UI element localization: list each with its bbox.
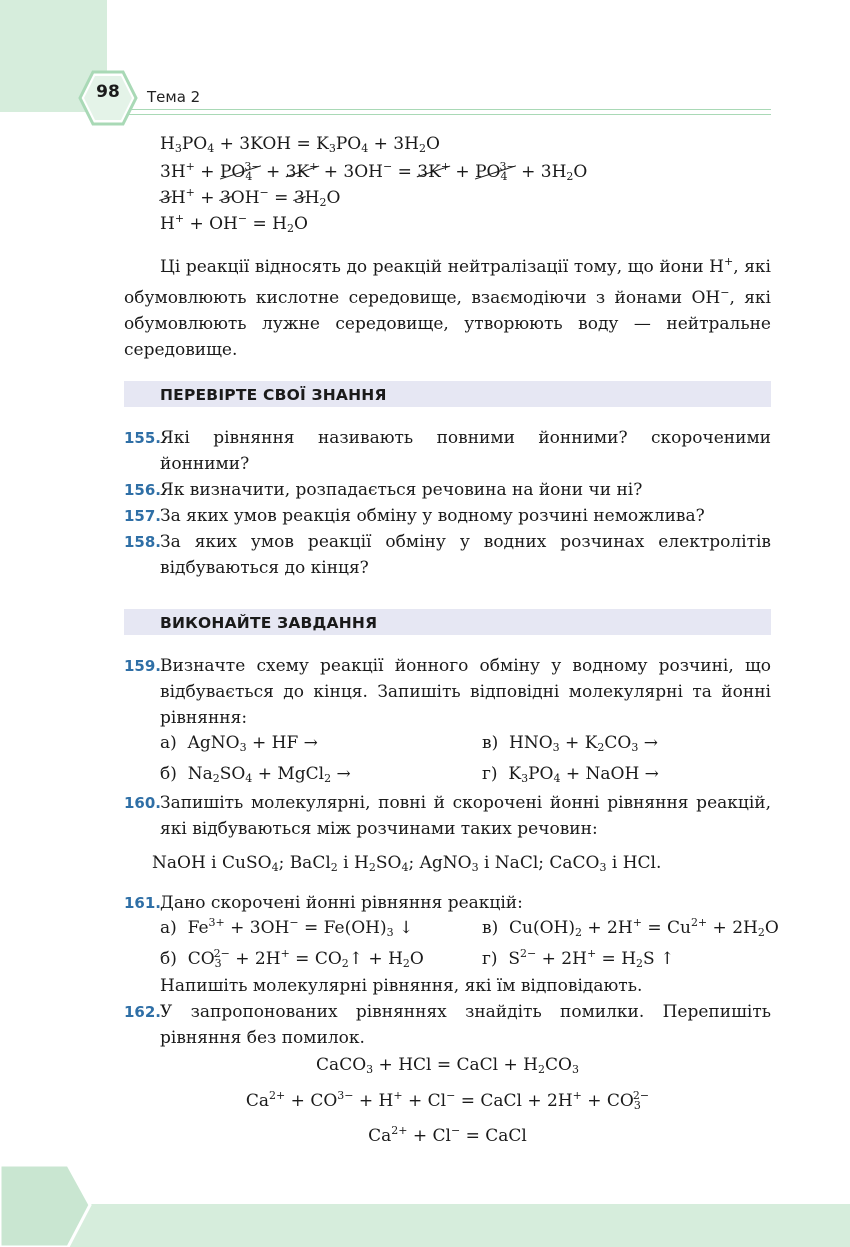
equation-line-1: $H_3PO_4 + 3KOH = K_3PO_4 + 3H_2O$ (160, 134, 440, 155)
option-159-b: б) $Na_2SO_4$ + MgCl$_2$ → (160, 764, 351, 785)
question-number-155: 155. (124, 429, 162, 447)
option-161-g: г) $S^{2-} + 2H^+ = H_2S$ ↑ (482, 947, 675, 970)
header-rule-bottom (115, 114, 771, 115)
option-161-b: б) $CO_3^{2-} + 2H^+$ = $CO_2↑ + H_2O$ (160, 947, 424, 970)
question-number-160: 160. (124, 794, 162, 812)
question-text-159: Визначте схему реакції йонного обміну у водному розчині, що відбувається до кінця. Запишіть відповідні молекулярні та йонні рівняння: (160, 656, 771, 728)
option-159-a: а) AgNO$_3$ + HF → (160, 733, 318, 754)
equation-line-2: $3H^+ + PO_4^{3-} + 3K^+ + 3OH^- = 3K^+ + PO_4^{3-} + 3H_2O$ (160, 160, 588, 183)
question-number-157: 157. (124, 507, 162, 525)
neutralization-paragraph: Ці реакції відносять до реакцій нейтралізації тому, що йони H+, які обумовлюють кислотне середовище, взаємодіючи з йонами OH−, які обумовлюють лужне середовище, утворюють воду — нейтральне середовище. (124, 255, 771, 360)
question-text-161: Дано скорочені йонні рівняння реакцій: (160, 893, 523, 913)
question-text-155: Які рівняння називають повними йонними? скороченими йонними? (160, 428, 771, 474)
option-161-a: а) $Fe^{3+} + 3OH^- = Fe(OH)_3$ ↓ (160, 916, 414, 939)
struck-phosphate: $PO_4^{3-}$ (219, 160, 261, 183)
question-number-158: 158. (124, 533, 162, 551)
equation-line-3: $3H^+ + 3OH^- = 3H_2O$ (160, 186, 341, 209)
substances-160: NaOH і CuSO$_4$; BaCl$_2$ і $H_2SO_4$; AgNO$_3$ і NaCl; CaCO$_3$ і HCl. (152, 853, 662, 874)
question-text-162: У запропонованих рівняннях знайдіть помилки. Перепишіть рівняння без помилок. (160, 1002, 771, 1048)
question-text-157: За яких умов реакція обміну у водному розчині неможлива? (160, 506, 705, 526)
equation-line-4: $H^+ + OH^- = H_2O$ (160, 212, 308, 235)
option-159-v: в) $HNO_3 + K_2CO_3$ → (482, 733, 659, 754)
equation-162-3: $Ca^{2+} + Cl^-$ = CaCl (368, 1124, 527, 1146)
question-number-156: 156. (124, 481, 162, 499)
question-text-158: За яких умов реакції обміну у водних розчинах електролітів відбуваються до кінця? (160, 532, 771, 578)
question-number-161: 161. (124, 894, 162, 912)
question-text-160: Запишіть молекулярні, повні й скорочені йонні рівняння реакцій, які відбуваються між розчинами таких речовин: (160, 793, 771, 839)
header-rule-top (115, 109, 771, 110)
page-number: 98 (96, 82, 120, 102)
option-161-v: в) $Cu(OH)_2 + 2H^+ = Cu^{2+} + 2H_2O$ (482, 916, 779, 939)
question-number-159: 159. (124, 657, 162, 675)
struck-potassium-2: 3K+ (417, 160, 451, 182)
equation-162-1: CaCO$_3$ + HCl = CaCl + $H_2CO_3$ (316, 1055, 579, 1076)
section-title-do-tasks: ВИКОНАЙТЕ ЗАВДАННЯ (160, 614, 378, 632)
question-number-162: 162. (124, 1003, 162, 1021)
footer-tab-decoration (0, 1163, 92, 1247)
struck-potassium: 3K+ (285, 160, 319, 182)
question-text-156: Як визначити, розпадається речовина на йони чи ні? (160, 480, 643, 500)
footer-band (0, 1204, 850, 1247)
equation-162-2: $Ca^{2+} + CO^{3-} + H^+ + Cl^-$ = CaCl + $2H^+ + CO_3^{2-}$ (245, 1089, 650, 1112)
section-title-check-knowledge: ПЕРЕВІРТЕ СВОЇ ЗНАННЯ (160, 386, 387, 404)
topic-label: Тема 2 (147, 88, 201, 106)
struck-phosphate-2: $PO_4^{3-}$ (475, 160, 516, 183)
task-text-161: Напишіть молекулярні рівняння, які їм відповідають. (160, 976, 643, 996)
option-159-g: г) $K_3PO_4$ + NaOH → (482, 764, 659, 785)
